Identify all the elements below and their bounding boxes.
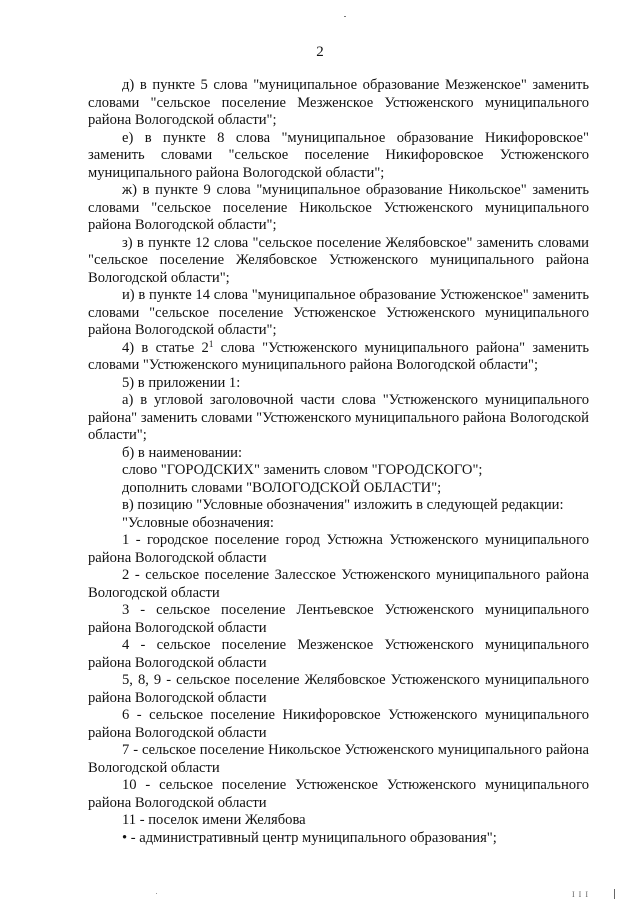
legend-item-admin-center: • - административный центр муниципального образования";: [122, 829, 497, 846]
paragraph-item-d: д) в пункте 5 слова "муниципальное образование Мезженское" заменить словами "сельское поселение Мезженское Устюженского муниципального района Вологодской области";: [88, 77, 589, 128]
legend-item-10: 10 - сельское поселение Устюженское Устюженского муниципального района Вологодской области: [88, 777, 589, 811]
paragraph-add-words: дополнить словами "ВОЛОГОДСКОЙ ОБЛАСТИ";: [122, 479, 442, 496]
legend-item-1: 1 - городское поселение город Устюжна Устюженского муниципального района Вологодской области: [88, 532, 589, 566]
article-change-superscript: 1: [208, 338, 214, 349]
legend-item-4: 4 - сельское поселение Мезженское Устюженского муниципального района Вологодской области: [88, 637, 589, 671]
legend-item-3: 3 - сельское поселение Лентьевское Устюженского муниципального района Вологодской области: [88, 602, 589, 636]
scan-speck: [156, 893, 157, 894]
legend-item-5-8-9: 5, 8, 9 - сельское поселение Желябовское Устюженского муниципального района Вологодской области: [88, 672, 589, 706]
legend-item-6: 6 - сельское поселение Никифоровское Устюженского муниципального района Вологодской области: [88, 707, 589, 741]
paragraph-item-zh: ж) в пункте 9 слова "муниципальное образование Никольское" заменить словами "сельское поселение Никольское Устюженского муниципального района Вологодской области";: [88, 182, 589, 233]
article-change-before: 4) в статье 2: [122, 339, 209, 356]
paragraph-legend-intro: в) позицию "Условные обозначения" изложить в следующей редакции:: [122, 497, 564, 513]
paragraph-name-intro: б) в наименовании:: [122, 444, 243, 461]
paragraph-item-z: з) в пункте 12 слова "сельское поселение Желябовское" заменить словами "сельское поселение Желябовское Устюженского муниципального района Вологодской области";: [88, 234, 589, 286]
paragraph-item-i: и) в пункте 14 слова "муниципальное образование Устюженское" заменить словами "сельское поселение Устюженское Устюженского муниципального района Вологодской области";: [88, 287, 589, 338]
paragraph-article-change: [88, 340, 589, 375]
page-number: 2: [316, 44, 324, 60]
scan-marks: I I I: [572, 890, 589, 899]
article-change-after: слова "Устюженского муниципального района" заменить словами "Устюженского муниципального района Вологодской области";: [88, 339, 589, 373]
document-body: [88, 77, 589, 847]
legend-item-2: 2 - сельское поселение Залесское Устюженского муниципального района Вологодской области: [88, 567, 589, 601]
legend-item-11: 11 - поселок имени Желябова: [122, 812, 306, 828]
legend-item-7: 7 - сельское поселение Никольское Устюженского муниципального района Вологодской области: [88, 742, 589, 776]
paragraph-corner-header: а) в угловой заголовочной части слова "Устюженского муниципального района" заменить словами "Устюженского муниципального района Вологодской области";: [88, 392, 589, 443]
paragraph-item-e: е) в пункте 8 слова "муниципальное образование Никифоровское" заменить словами "сельское поселение Никифоровское Устюженского муниципального района Вологодской области";: [88, 129, 589, 181]
scan-bar: [614, 889, 615, 899]
scan-speck: [344, 16, 346, 17]
legend-heading: "Условные обозначения:: [122, 514, 274, 531]
paragraph-word-replace: слово "ГОРОДСКИХ" заменить словом "ГОРОДСКОГО";: [122, 462, 483, 478]
paragraph-appendix-intro: 5) в приложении 1:: [122, 374, 241, 391]
